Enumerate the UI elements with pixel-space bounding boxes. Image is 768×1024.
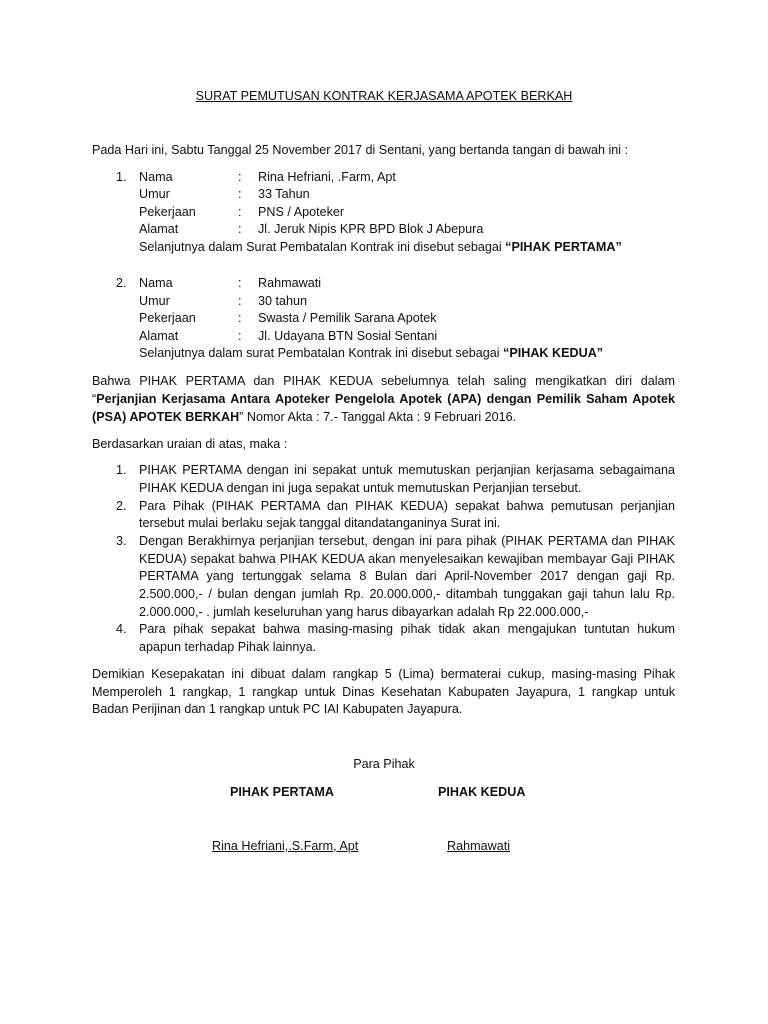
intro-text: Pada Hari ini, Sabtu Tanggal 25 November 2017 di Sentani, yang bertanda tangan di bawah ini : — [92, 143, 629, 157]
agreement-title-end: (PSA) APOTEK BERKAH — [92, 410, 240, 424]
point-number: 1. — [116, 463, 127, 477]
field-colon: : — [238, 311, 242, 325]
field-colon: : — [238, 222, 242, 236]
field-label-occupation: Pekerjaan — [139, 205, 196, 219]
paragraph-line: Badan Perijinan dan 1 rangkap untuk PC IAI Kabupaten Jayapura. — [92, 702, 463, 716]
point-number: 4. — [116, 622, 127, 636]
field-value-name: Rahmawati — [258, 276, 321, 290]
field-label-name: Nama — [139, 170, 173, 184]
second-party-role: PIHAK KEDUA — [438, 785, 526, 799]
field-value-address: Jl. Jeruk Nipis KPR BPD Blok J Abepura — [258, 222, 484, 236]
field-colon: : — [238, 187, 242, 201]
field-value-age: 30 tahun — [258, 294, 308, 308]
signatures-heading: Para Pihak — [353, 757, 415, 771]
paragraph-line: Demikian Kesepakatan ini dibuat dalam rangkap 5 (Lima) bermaterai cukup, masing-masing Pihak — [92, 667, 675, 681]
designation-text: Selanjutnya dalam surat Pembatalan Kontrak ini disebut sebagai — [139, 346, 504, 360]
agreement-title: Perjanjian Kerjasama Antara Apoteker Pengelola Apotek (APA) dengan Pemilik Saham Apotek — [96, 392, 675, 406]
first-party-signatory: Rina Hefriani,.S.Farm, Apt — [212, 839, 359, 853]
lead-text: Berdasarkan uraian di atas, maka : — [92, 437, 288, 451]
field-colon: : — [238, 329, 242, 343]
paragraph-line — [92, 392, 675, 406]
point-line: KEDUA) sepakat bahwa PIHAK KEDUA akan menyelesaikan kewajiban membayar Gaji PIHAK — [139, 552, 675, 566]
point-line: PIHAK PERTAMA dengan ini sepakat untuk memutuskan perjanjian kerjasama sebagaimana — [139, 463, 675, 477]
paragraph-line — [92, 410, 516, 424]
field-label-address: Alamat — [139, 329, 179, 343]
point-line: apapun terhadap Pihak lainnya. — [139, 640, 317, 654]
field-value-occupation: PNS / Apoteker — [258, 205, 345, 219]
deed-details: ” Nomor Akta : 7.- Tanggal Akta : 9 Februari 2016. — [239, 410, 517, 424]
point-line: Para pihak sepakat bahwa masing-masing pihak tidak akan mengajukan tuntutan hukum — [139, 622, 675, 636]
field-label-age: Umur — [139, 187, 170, 201]
designation-text: Selanjutnya dalam Surat Pembatalan Kontrak ini disebut sebagai — [139, 240, 506, 254]
party-designation — [139, 240, 622, 254]
field-label-age: Umur — [139, 294, 170, 308]
first-party-role: PIHAK PERTAMA — [230, 785, 335, 799]
point-number: 2. — [116, 499, 127, 513]
second-party-signatory: Rahmawati — [447, 839, 510, 853]
point-line: tersebut mulai berlaku sejak tanggal ditandatanganinya Surat ini. — [139, 516, 501, 530]
field-colon: : — [238, 276, 242, 290]
point-number: 3. — [116, 534, 127, 548]
point-line: 2.500.000,- / bulan dengan jumlah Rp. 20.000.000,- ditambah tunggakan gaji tahun lalu Rp. — [139, 587, 675, 601]
letter-title: SURAT PEMUTUSAN KONTRAK KERJASAMA APOTEK BERKAH — [195, 89, 573, 103]
field-value-address: Jl. Udayana BTN Sosial Sentani — [258, 329, 438, 343]
field-colon: : — [238, 205, 242, 219]
field-colon: : — [238, 170, 242, 184]
point-line: PIHAK KEDUA dengan ini juga sepakat untuk memutuskan Perjanjian tersebut. — [139, 481, 582, 495]
point-line: Para Pihak (PIHAK PERTAMA dan PIHAK KEDUA) sepakat bahwa pemutusan perjanjian — [139, 499, 675, 513]
field-label-address: Alamat — [139, 222, 179, 236]
party-designation — [139, 346, 603, 360]
field-colon: : — [238, 294, 242, 308]
field-label-name: Nama — [139, 276, 173, 290]
field-value-name: Rina Hefriani, .Farm, Apt — [258, 170, 396, 184]
point-line: 2.000.000,- . jumlah keseluruhan yang harus dibayarkan adalah Rp 22.000.000,- — [139, 605, 589, 619]
paragraph-line: Bahwa PIHAK PERTAMA dan PIHAK KEDUA sebelumnya telah saling mengikatkan diri dalam — [92, 374, 675, 388]
designation-role: “PIHAK KEDUA” — [503, 346, 604, 360]
quote-open: “ — [92, 392, 97, 406]
field-value-occupation: Swasta / Pemilik Sarana Apotek — [258, 311, 437, 325]
paragraph-line: Memperoleh 1 rangkap, 1 rangkap untuk Dinas Kesehatan Kabupaten Jayapura, 1 rangkap untuk — [92, 685, 675, 699]
point-line: PERTAMA yang tertunggak selama 8 Bulan dari April-November 2017 dengan gaji Rp. — [139, 569, 675, 583]
field-label-occupation: Pekerjaan — [139, 311, 196, 325]
field-value-age: 33 Tahun — [258, 187, 310, 201]
point-line: Dengan Berakhirnya perjanjian tersebut, dengan ini para pihak (PIHAK PERTAMA dan PIHAK — [139, 534, 675, 548]
designation-role: “PIHAK PERTAMA” — [505, 240, 622, 254]
party-number: 2. — [116, 276, 127, 290]
party-number: 1. — [116, 170, 127, 184]
